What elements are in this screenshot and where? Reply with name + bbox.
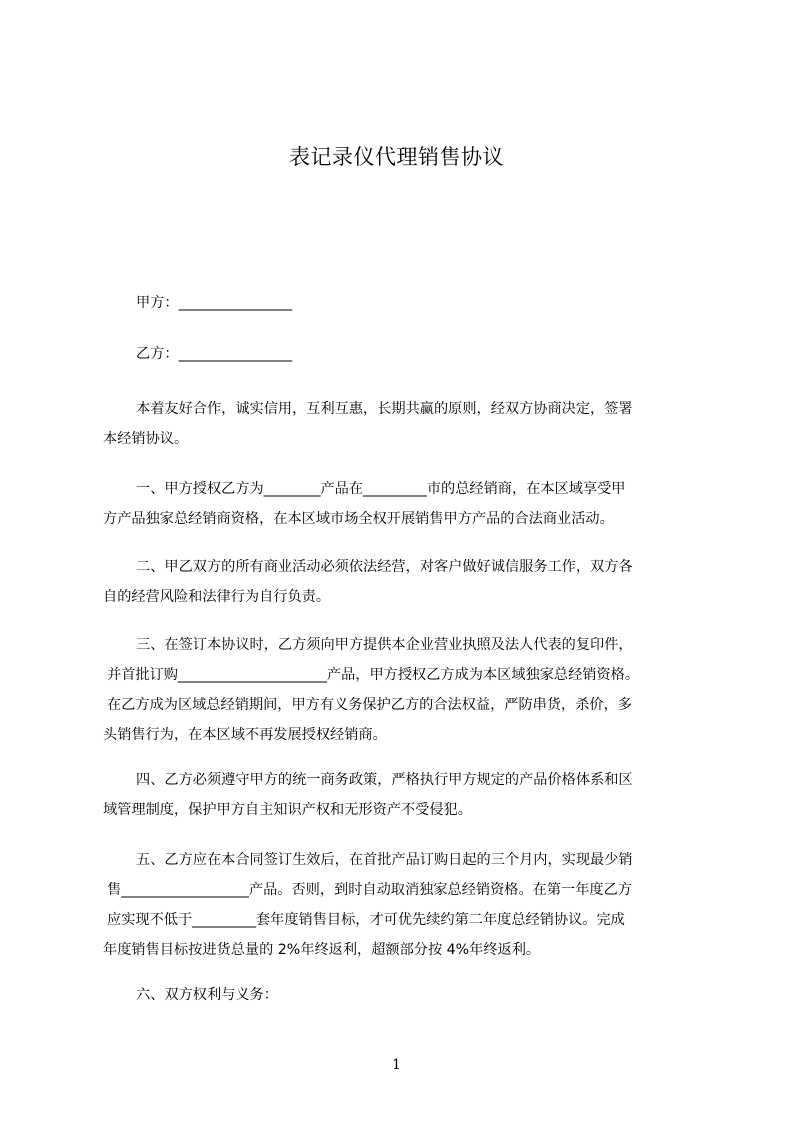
clause-3-line-3: 在乙方成为区域总经销期间，甲方有义务保护乙方的合法权益，严防串货，杀价，多: [107, 697, 632, 713]
clause-1-line-2: 方产品独家总经销商资格，在本区域市场全权开展销售甲方产品的合法商业活动。: [103, 511, 614, 527]
clause-4-line-2: 域管理制度，保护甲方自主知识产权和无形资产不受侵犯。: [103, 802, 472, 818]
clause-6-heading-line: [103, 980, 707, 1010]
clause-5-line-2: 售__________________产品。否则，到时自动取消独家总经销资格。在第一年度乙方: [107, 882, 632, 898]
clause-2-line-2: 自的经营风险和法律行为自行负责。: [103, 589, 331, 605]
clause-3-line-1: 三、在签订本协议时，乙方须向甲方提供本企业营业执照及法人代表的复印件，: [136, 637, 633, 653]
clause-2-paragraph: [103, 552, 707, 612]
clause-5-line-1: 五、乙方应在本合同签订生效后，在首批产品订购日起的三个月内，实现最少销: [136, 852, 633, 868]
intro-line-2: 本经销协议。: [103, 431, 189, 447]
party-a-line: [103, 288, 707, 318]
party-a-text: 甲方：________________: [136, 295, 293, 311]
clause-4-line-1: 四、乙方必须遵守甲方的统一商务政策，严格执行甲方规定的产品价格体系和区: [136, 772, 633, 788]
clause-1-line-1: 一、甲方授权乙方为________产品在_________市的总经销商，在本区域享受甲: [136, 481, 626, 497]
clause-1-paragraph: [103, 474, 707, 534]
party-b-line: [103, 339, 707, 369]
clause-5-line-3: 应实现不低于_________套年度销售目标，才可优先续约第二年度总经销协议。完成: [107, 912, 625, 928]
page-number: 1: [392, 1057, 401, 1073]
clause-6-heading: 六、双方权利与义务：: [136, 987, 278, 1003]
clause-2-line-1: 二、甲乙双方的所有商业活动必须依法经营，对客户做好诚信服务工作，双方各: [136, 559, 633, 575]
intro-paragraph: [103, 394, 707, 454]
clause-5-line-4: 年度销售目标按进货总量的 2%年终返利，超额部分按 4%年终返利。: [103, 942, 541, 958]
clause-3-line-2: 并首批订购_____________________产品，甲方授权乙方成为本区域独家总经销资格。: [107, 667, 640, 683]
clause-5-paragraph: [103, 845, 707, 965]
party-b-text: 乙方：________________: [136, 346, 293, 362]
clause-3-line-4: 头销售行为，在本区域不再发展授权经销商。: [103, 727, 387, 743]
intro-line-1: 本着友好合作，诚实信用，互利互惠，长期共赢的原则，经双方协商决定，签署: [136, 401, 633, 417]
document-title: 表记录仪代理销售协议: [289, 145, 504, 169]
clause-4-paragraph: [103, 765, 707, 825]
clause-3-paragraph: [103, 630, 707, 750]
